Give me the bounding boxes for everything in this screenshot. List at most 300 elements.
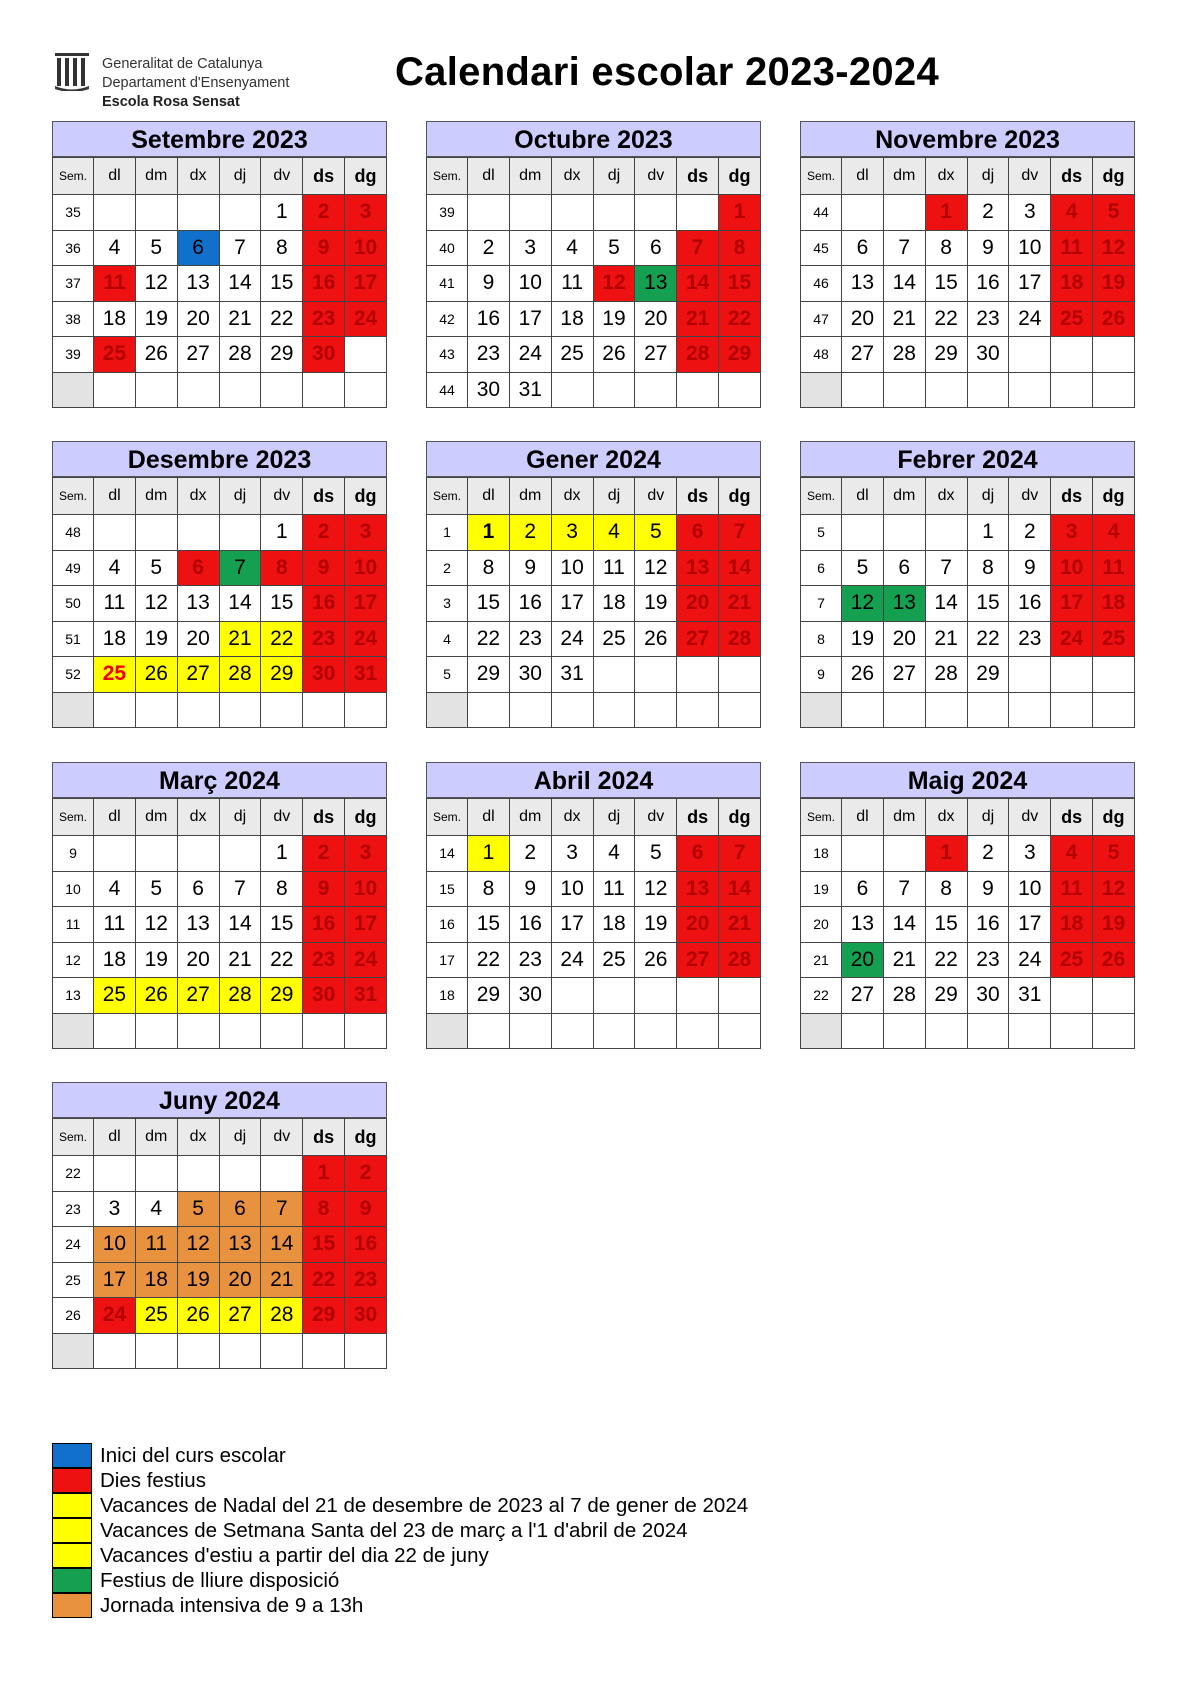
empty-cell	[635, 978, 677, 1014]
day-cell: 23	[303, 621, 345, 657]
week-row	[53, 1262, 387, 1298]
week-row	[801, 1013, 1135, 1049]
day-cell: 5	[135, 550, 177, 586]
day-cell: 1	[468, 515, 510, 551]
empty-cell	[94, 372, 136, 408]
day-cell: 3	[94, 1191, 136, 1227]
weekday-header: dv	[635, 478, 677, 515]
week-row	[53, 942, 387, 978]
day-cell: 25	[593, 942, 635, 978]
day-cell: 20	[177, 942, 219, 978]
day-cell: 28	[883, 978, 925, 1014]
month-table	[426, 157, 761, 408]
day-cell: 28	[219, 657, 261, 693]
week-number: 17	[427, 942, 468, 978]
day-cell: 21	[719, 586, 761, 622]
day-cell: 19	[1093, 266, 1135, 302]
day-cell: 13	[677, 871, 719, 907]
weekday-header: ds	[677, 158, 719, 195]
empty-cell	[1051, 1013, 1093, 1049]
empty-cell	[261, 372, 303, 408]
month-title: Gener 2024	[426, 441, 761, 477]
day-cell: 9	[303, 871, 345, 907]
day-cell: 31	[345, 978, 387, 1014]
org-line-2: Departament d'Ensenyament	[102, 75, 290, 91]
empty-cell	[719, 1013, 761, 1049]
weekday-header: dv	[1009, 478, 1051, 515]
day-cell: 12	[842, 586, 884, 622]
week-number: 3	[427, 586, 468, 622]
day-cell: 16	[303, 586, 345, 622]
day-cell: 16	[1009, 586, 1051, 622]
day-cell: 1	[967, 515, 1009, 551]
weekday-header: dl	[94, 799, 136, 836]
weekday-header: dm	[509, 478, 551, 515]
day-cell: 29	[261, 337, 303, 373]
day-cell: 15	[468, 586, 510, 622]
week-row	[801, 550, 1135, 586]
day-cell: 28	[219, 337, 261, 373]
day-cell: 11	[94, 907, 136, 943]
day-cell: 18	[94, 942, 136, 978]
empty-cell	[719, 692, 761, 728]
day-cell: 25	[1093, 621, 1135, 657]
weekday-header: dg	[345, 158, 387, 195]
empty-cell	[345, 1333, 387, 1369]
month-table	[52, 157, 387, 408]
empty-cell	[593, 978, 635, 1014]
week-number: 36	[53, 230, 94, 266]
empty-cell	[94, 515, 136, 551]
weekday-header: dj	[967, 478, 1009, 515]
day-cell: 17	[1009, 266, 1051, 302]
day-cell: 13	[635, 266, 677, 302]
week-number: 15	[427, 871, 468, 907]
week-row	[53, 1227, 387, 1263]
day-cell: 12	[177, 1227, 219, 1263]
day-cell: 5	[1093, 195, 1135, 231]
day-cell: 25	[1051, 942, 1093, 978]
day-cell: 1	[925, 195, 967, 231]
week-row	[53, 1333, 387, 1369]
week-number: 16	[427, 907, 468, 943]
week-number	[53, 372, 94, 408]
day-cell: 11	[94, 266, 136, 302]
day-cell: 9	[468, 266, 510, 302]
day-cell: 19	[635, 907, 677, 943]
day-cell: 11	[1051, 871, 1093, 907]
weekday-header: dv	[1009, 799, 1051, 836]
legend-swatch	[52, 1443, 92, 1468]
month-calendar	[426, 441, 761, 728]
day-cell: 12	[135, 586, 177, 622]
day-cell: 6	[219, 1191, 261, 1227]
empty-cell	[842, 836, 884, 872]
empty-cell	[842, 692, 884, 728]
day-cell: 30	[303, 657, 345, 693]
weekday-header: dg	[719, 799, 761, 836]
empty-cell	[94, 836, 136, 872]
week-number: 1	[427, 515, 468, 551]
day-cell: 6	[677, 515, 719, 551]
day-cell: 23	[303, 301, 345, 337]
day-cell: 30	[303, 337, 345, 373]
weekday-header: dj	[219, 799, 261, 836]
day-cell: 29	[261, 978, 303, 1014]
empty-cell	[925, 515, 967, 551]
day-cell: 26	[635, 942, 677, 978]
week-row	[801, 621, 1135, 657]
day-cell: 29	[719, 337, 761, 373]
day-cell: 3	[345, 195, 387, 231]
week-row	[53, 515, 387, 551]
day-cell: 20	[177, 301, 219, 337]
weekday-header: dg	[1093, 799, 1135, 836]
day-cell: 30	[303, 978, 345, 1014]
page-title: Calendari escolar 2023-2024	[395, 50, 939, 94]
day-cell: 26	[635, 621, 677, 657]
week-row	[53, 621, 387, 657]
empty-cell	[719, 657, 761, 693]
day-cell: 13	[177, 266, 219, 302]
day-cell: 7	[219, 230, 261, 266]
weekday-header: dl	[842, 158, 884, 195]
week-number	[801, 372, 842, 408]
week-number: 7	[801, 586, 842, 622]
weekday-header: dx	[925, 158, 967, 195]
empty-cell	[1093, 1013, 1135, 1049]
week-number: 11	[53, 907, 94, 943]
empty-cell	[925, 372, 967, 408]
weekday-header: dg	[719, 158, 761, 195]
weekday-header: ds	[1051, 478, 1093, 515]
day-cell: 20	[842, 301, 884, 337]
week-number-header: Sem.	[427, 478, 468, 515]
week-row	[801, 907, 1135, 943]
week-row	[427, 301, 761, 337]
empty-cell	[94, 195, 136, 231]
day-cell: 1	[261, 836, 303, 872]
empty-cell	[261, 1013, 303, 1049]
day-cell: 10	[1009, 871, 1051, 907]
month-title: Octubre 2023	[426, 121, 761, 157]
empty-cell	[719, 978, 761, 1014]
weekday-header: dg	[1093, 478, 1135, 515]
day-cell: 17	[345, 266, 387, 302]
day-cell: 20	[842, 942, 884, 978]
empty-cell	[883, 372, 925, 408]
day-cell: 25	[94, 337, 136, 373]
day-cell: 26	[593, 337, 635, 373]
week-row	[801, 195, 1135, 231]
day-cell: 7	[883, 871, 925, 907]
week-row	[53, 337, 387, 373]
day-cell: 29	[925, 337, 967, 373]
month-table	[800, 798, 1135, 1049]
weekday-header: dx	[177, 799, 219, 836]
week-row	[427, 266, 761, 302]
day-cell: 5	[1093, 836, 1135, 872]
day-cell: 11	[135, 1227, 177, 1263]
day-cell: 21	[883, 942, 925, 978]
day-cell: 5	[593, 230, 635, 266]
week-row	[53, 907, 387, 943]
day-cell: 9	[303, 230, 345, 266]
week-row	[53, 1298, 387, 1334]
month-calendar	[52, 441, 387, 728]
month-title: Maig 2024	[800, 762, 1135, 798]
empty-cell	[509, 195, 551, 231]
day-cell: 18	[593, 586, 635, 622]
weekday-header: dl	[94, 1119, 136, 1156]
weekday-header: dl	[842, 799, 884, 836]
day-cell: 5	[177, 1191, 219, 1227]
weekday-header: ds	[303, 1119, 345, 1156]
week-row	[801, 301, 1135, 337]
month-title: Abril 2024	[426, 762, 761, 798]
week-row	[53, 1191, 387, 1227]
week-number	[427, 1013, 468, 1049]
empty-cell	[1093, 978, 1135, 1014]
day-cell: 8	[468, 550, 510, 586]
week-number: 44	[427, 372, 468, 408]
day-cell: 24	[345, 301, 387, 337]
day-cell: 24	[1009, 301, 1051, 337]
month-title: Desembre 2023	[52, 441, 387, 477]
day-cell: 19	[135, 621, 177, 657]
day-cell: 10	[1051, 550, 1093, 586]
empty-cell	[219, 836, 261, 872]
empty-cell	[1051, 337, 1093, 373]
weekday-header: dv	[1009, 158, 1051, 195]
week-number: 50	[53, 586, 94, 622]
day-cell: 11	[1093, 550, 1135, 586]
weekday-header: dm	[883, 799, 925, 836]
week-row	[801, 230, 1135, 266]
day-cell: 27	[219, 1298, 261, 1334]
day-cell: 10	[94, 1227, 136, 1263]
month-table	[52, 1118, 387, 1369]
day-cell: 10	[345, 550, 387, 586]
empty-cell	[261, 1333, 303, 1369]
weekday-header: dm	[135, 1119, 177, 1156]
day-cell: 15	[303, 1227, 345, 1263]
weekday-header: dx	[177, 478, 219, 515]
empty-cell	[635, 195, 677, 231]
day-cell: 30	[509, 657, 551, 693]
empty-cell	[177, 515, 219, 551]
day-cell: 30	[345, 1298, 387, 1334]
month-title: Novembre 2023	[800, 121, 1135, 157]
week-number: 43	[427, 337, 468, 373]
legend-swatch	[52, 1493, 92, 1518]
day-cell: 2	[967, 836, 1009, 872]
month-calendar	[426, 121, 761, 408]
empty-cell	[135, 692, 177, 728]
day-cell: 9	[1009, 550, 1051, 586]
empty-cell	[219, 195, 261, 231]
empty-cell	[593, 657, 635, 693]
day-cell: 6	[883, 550, 925, 586]
day-cell: 1	[261, 515, 303, 551]
day-cell: 12	[135, 907, 177, 943]
month-calendar	[800, 762, 1135, 1049]
week-number: 18	[801, 836, 842, 872]
day-cell: 25	[135, 1298, 177, 1334]
week-number	[801, 1013, 842, 1049]
month-title: Juny 2024	[52, 1082, 387, 1118]
empty-cell	[677, 978, 719, 1014]
month-title: Febrer 2024	[800, 441, 1135, 477]
empty-cell	[1051, 692, 1093, 728]
day-cell: 4	[551, 230, 593, 266]
day-cell: 4	[135, 1191, 177, 1227]
empty-cell	[345, 1013, 387, 1049]
weekday-header: dl	[94, 478, 136, 515]
week-number	[53, 1333, 94, 1369]
day-cell: 15	[719, 266, 761, 302]
day-cell: 1	[261, 195, 303, 231]
week-number: 40	[427, 230, 468, 266]
week-number: 48	[801, 337, 842, 373]
week-row	[53, 372, 387, 408]
day-cell: 3	[1051, 515, 1093, 551]
day-cell: 28	[925, 657, 967, 693]
week-row	[53, 836, 387, 872]
day-cell: 8	[303, 1191, 345, 1227]
day-cell: 5	[135, 871, 177, 907]
week-number: 18	[427, 978, 468, 1014]
weekday-header: dv	[261, 1119, 303, 1156]
week-number: 14	[427, 836, 468, 872]
day-cell: 7	[925, 550, 967, 586]
weekday-header: dg	[345, 1119, 387, 1156]
day-cell: 30	[967, 978, 1009, 1014]
day-cell: 27	[677, 942, 719, 978]
week-number: 4	[427, 621, 468, 657]
day-cell: 22	[468, 621, 510, 657]
day-cell: 9	[509, 871, 551, 907]
empty-cell	[842, 1013, 884, 1049]
legend-label: Vacances de Nadal del 21 de desembre de 2023 al 7 de gener de 2024	[100, 1494, 749, 1517]
empty-cell	[883, 692, 925, 728]
weekday-header: dv	[261, 158, 303, 195]
week-number: 45	[801, 230, 842, 266]
day-cell: 12	[1093, 871, 1135, 907]
day-cell: 25	[94, 978, 136, 1014]
empty-cell	[967, 1013, 1009, 1049]
week-number-header: Sem.	[53, 1119, 94, 1156]
day-cell: 2	[303, 195, 345, 231]
day-cell: 4	[94, 230, 136, 266]
day-cell: 26	[177, 1298, 219, 1334]
day-cell: 19	[1093, 907, 1135, 943]
empty-cell	[135, 372, 177, 408]
day-cell: 6	[677, 836, 719, 872]
empty-cell	[219, 1333, 261, 1369]
day-cell: 16	[509, 586, 551, 622]
week-row	[427, 550, 761, 586]
weekday-header: dx	[551, 799, 593, 836]
empty-cell	[94, 1333, 136, 1369]
empty-cell	[883, 515, 925, 551]
day-cell: 15	[967, 586, 1009, 622]
day-cell: 11	[593, 871, 635, 907]
day-cell: 26	[1093, 942, 1135, 978]
day-cell: 20	[883, 621, 925, 657]
week-number: 9	[801, 657, 842, 693]
weekday-header: dx	[177, 158, 219, 195]
day-cell: 28	[719, 621, 761, 657]
day-cell: 23	[1009, 621, 1051, 657]
day-cell: 29	[468, 978, 510, 1014]
day-cell: 14	[883, 907, 925, 943]
week-number: 25	[53, 1262, 94, 1298]
day-cell: 6	[842, 230, 884, 266]
day-cell: 23	[509, 621, 551, 657]
day-cell: 31	[1009, 978, 1051, 1014]
week-row	[801, 657, 1135, 693]
empty-cell	[883, 836, 925, 872]
weekday-header: dm	[135, 799, 177, 836]
week-number-header: Sem.	[53, 799, 94, 836]
week-number	[427, 692, 468, 728]
empty-cell	[677, 195, 719, 231]
weekday-header: ds	[303, 799, 345, 836]
weekday-header: dj	[593, 478, 635, 515]
day-cell: 5	[635, 515, 677, 551]
week-row	[53, 266, 387, 302]
day-cell: 7	[883, 230, 925, 266]
empty-cell	[177, 1156, 219, 1192]
week-number: 10	[53, 871, 94, 907]
week-number-header: Sem.	[53, 158, 94, 195]
week-number: 37	[53, 266, 94, 302]
week-row	[53, 1013, 387, 1049]
weekday-header: dg	[345, 799, 387, 836]
month-table	[426, 477, 761, 728]
month-calendar	[800, 441, 1135, 728]
day-cell: 13	[177, 586, 219, 622]
empty-cell	[551, 978, 593, 1014]
empty-cell	[1009, 337, 1051, 373]
weekday-header: ds	[303, 478, 345, 515]
weekday-header: dx	[551, 158, 593, 195]
day-cell: 24	[345, 942, 387, 978]
day-cell: 28	[677, 337, 719, 373]
day-cell: 23	[967, 942, 1009, 978]
weekday-header: dj	[593, 799, 635, 836]
empty-cell	[1093, 692, 1135, 728]
weekday-header: dj	[967, 158, 1009, 195]
day-cell: 16	[345, 1227, 387, 1263]
day-cell: 18	[1093, 586, 1135, 622]
day-cell: 11	[94, 586, 136, 622]
empty-cell	[677, 692, 719, 728]
empty-cell	[177, 1333, 219, 1369]
week-row	[427, 230, 761, 266]
week-number: 20	[801, 907, 842, 943]
week-number: 2	[427, 550, 468, 586]
week-row	[427, 871, 761, 907]
day-cell: 18	[94, 621, 136, 657]
day-cell: 29	[261, 657, 303, 693]
day-cell: 16	[509, 907, 551, 943]
day-cell: 17	[345, 586, 387, 622]
week-number: 6	[801, 550, 842, 586]
day-cell: 10	[345, 871, 387, 907]
empty-cell	[842, 515, 884, 551]
